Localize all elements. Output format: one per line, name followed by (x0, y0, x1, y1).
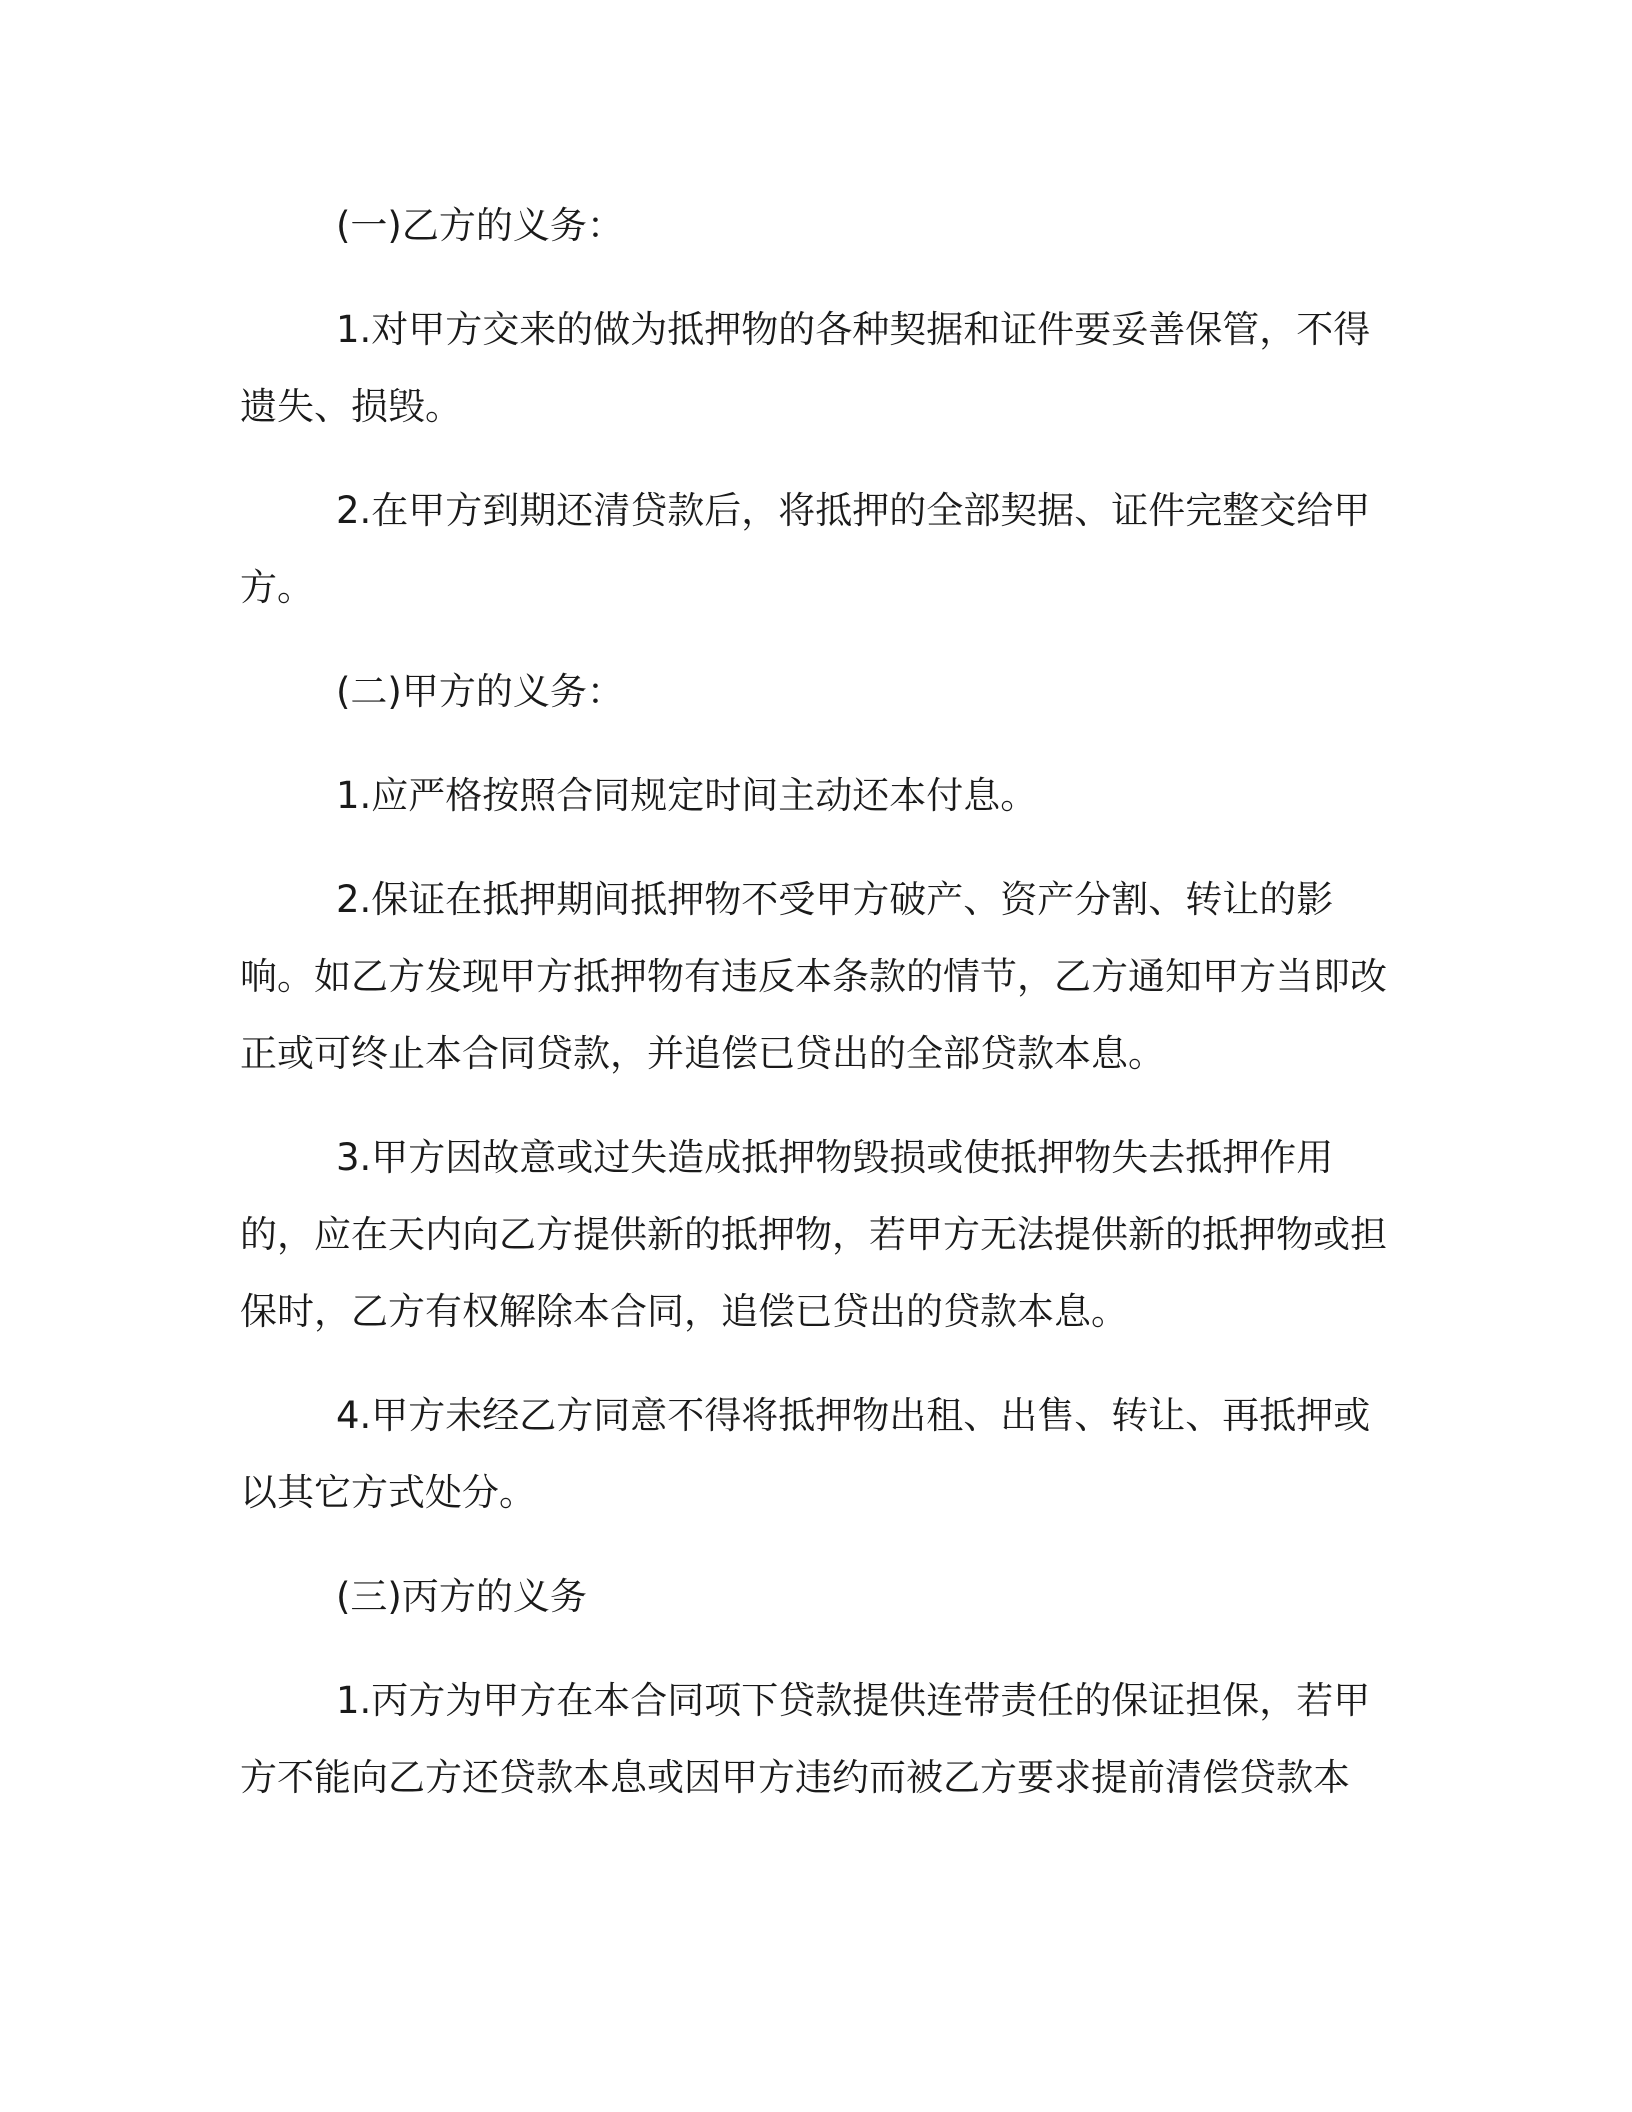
paragraph-b-1: 1.对甲方交来的做为抵押物的各种契据和证件要妥善保管，不得遗失、损毁。 (240, 308, 1371, 428)
paragraph-a-4: 4.甲方未经乙方同意不得将抵押物出租、出售、转让、再抵押或以其它方式处分。 (240, 1394, 1371, 1514)
section-heading-party-a-obligations: (二)甲方的义务： (336, 670, 624, 713)
section-heading-party-c-obligations: (三)丙方的义务 (336, 1575, 587, 1618)
paragraph-c-1: 1.丙方为甲方在本合同项下贷款提供连带责任的保证担保，若甲方不能向乙方还贷款本息或因甲方违约而被乙方要求提前清偿贷款本 (240, 1679, 1371, 1799)
paragraph-a-1: 1.应严格按照合同规定时间主动还本付息。 (336, 774, 1038, 817)
document-body (240, 187, 1392, 1816)
paragraph-a-3: 3.甲方因故意或过失造成抵押物毁损或使抵押物失去抵押作用的，应在天内向乙方提供新的抵押物，若甲方无法提供新的抵押物或担保时，乙方有权解除本合同，追偿已贷出的贷款本息。 (240, 1136, 1387, 1333)
section-heading-party-b-obligations: (一)乙方的义务： (336, 204, 624, 247)
paragraph-a-2: 2.保证在抵押期间抵押物不受甲方破产、资产分割、转让的影响。如乙方发现甲方抵押物有违反本条款的情节，乙方通知甲方当即改正或可终止本合同贷款，并追偿已贷出的全部贷款本息。 (240, 878, 1387, 1075)
paragraph-b-2: 2.在甲方到期还清贷款后，将抵押的全部契据、证件完整交给甲方。 (240, 489, 1371, 609)
